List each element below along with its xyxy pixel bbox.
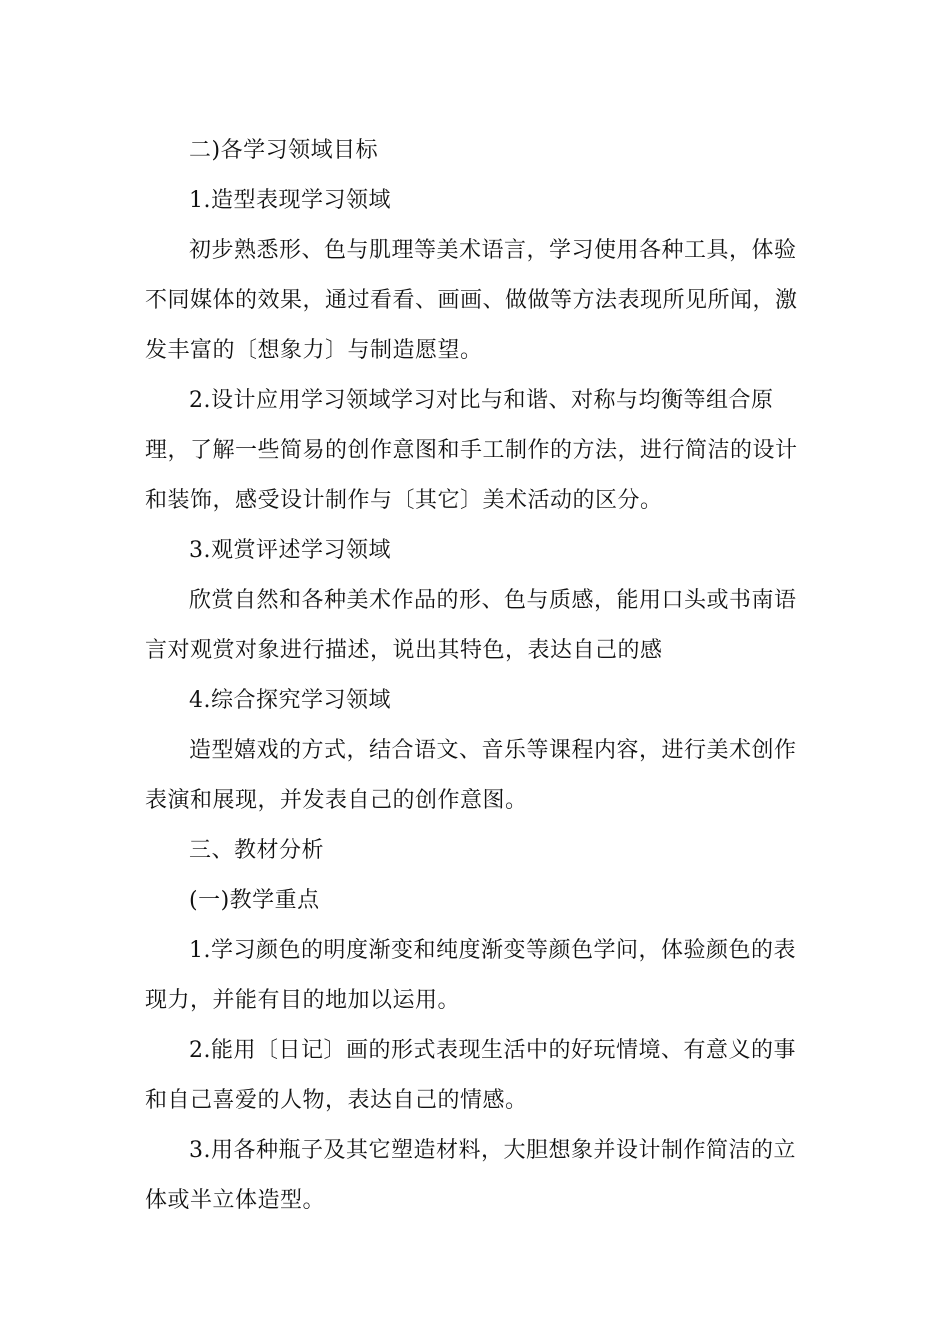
subheading-modeling: 1.造型表现学习领域	[189, 188, 391, 213]
subheading-exploration: 4.综合探究学习领域	[189, 688, 391, 713]
section-heading-learning-goals: 二)各学习领域目标	[189, 138, 379, 163]
paragraph-key-point-2: 2.能用〔日记〕画的形式表现生活中的好玩情境、有意义的事和自己喜爱的人物，表达自己的情感。	[145, 1038, 796, 1113]
subheading-key-points: (一)教学重点	[189, 888, 320, 913]
paragraph-modeling: 初步熟悉形、色与肌理等美术语言，学习使用各种工具，体验不同媒体的效果，通过看看、画画、做做等方法表现所见所闻，激发丰富的〔想象力〕与制造愿望。	[145, 238, 798, 363]
section-heading-material-analysis: 三、教材分析	[189, 838, 325, 863]
paragraph-key-point-3: 3.用各种瓶子及其它塑造材料，大胆想象并设计制作简洁的立体或半立体造型。	[145, 1138, 796, 1213]
subheading-appreciation: 3.观赏评述学习领域	[189, 538, 391, 563]
paragraph-design: 2.设计应用学习领域学习对比与和谐、对称与均衡等组合原理，了解一些简易的创作意图和手工制作的方法，进行简洁的设计和装饰，感受设计制作与〔其它〕美术活动的区分。	[145, 388, 798, 513]
paragraph-exploration: 造型嬉戏的方式，结合语文、音乐等课程内容，进行美术创作表演和展现，并发表自己的创作意图。	[145, 738, 797, 813]
paragraph-key-point-1: 1.学习颜色的明度渐变和纯度渐变等颜色学问，体验颜色的表现力，并能有目的地加以运用。	[145, 938, 796, 1013]
paragraph-appreciation: 欣赏自然和各种美术作品的形、色与质感，能用口头或书南语言对观赏对象进行描述，说出其特色，表达自己的感	[145, 588, 797, 663]
